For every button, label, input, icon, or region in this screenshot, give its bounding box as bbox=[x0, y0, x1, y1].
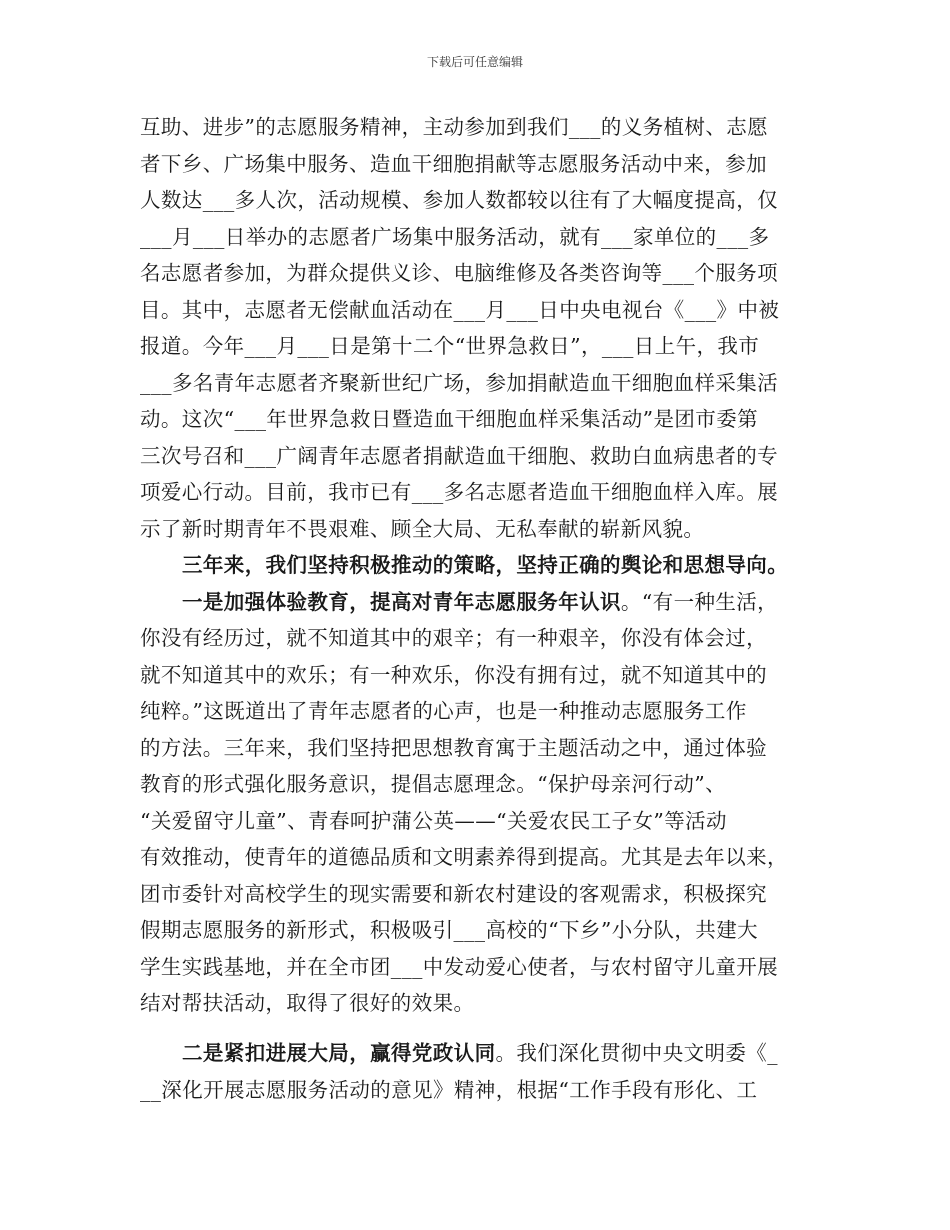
paragraph-line: 名志愿者参加，为群众提供义诊、电脑维修及各类咨询等___个服务项 bbox=[140, 261, 779, 285]
paragraph-line: 目。其中，志愿者无偿献血活动在___月___日中央电视台《___》中被 bbox=[140, 297, 780, 322]
page-header-caption: 下载后可任意编辑 bbox=[426, 55, 523, 69]
paragraph-line: 教育的形式强化服务意识，提倡志愿理念。“保护母亲河行动”、 bbox=[140, 772, 727, 796]
section-heading: 三年来，我们坚持积极推动的策略，坚持正确的舆论和思想导向。 bbox=[182, 553, 789, 577]
paragraph-line: 结对帮扶活动，取得了很好的效果。 bbox=[140, 991, 475, 1015]
bold-lead-in: 二是紧扣进展大局，赢得党政认同 bbox=[182, 1041, 496, 1065]
paragraph-line: 互助、进步”的志愿服务精神，主动参加到我们___的义务植树、志愿 bbox=[140, 115, 769, 139]
paragraph-line: 学生实践基地，并在全市团___中发动爱心使者，与农村留守儿童开展 bbox=[140, 954, 779, 979]
paragraph-line bbox=[182, 584, 778, 620]
paragraph-line: 的方法。三年来，我们坚持把思想教育寓于主题活动之中，通过体验 bbox=[140, 735, 767, 760]
paragraph-line: 示了新时期青年不畏艰难、顾全大局、无私奉献的崭新风貌。 bbox=[140, 516, 705, 541]
line-text: 。我们深化贯彻中央文明委《_ bbox=[495, 1041, 778, 1065]
paragraph-line: 团市委针对高校学生的现实需要和新农村建设的客观需求，积极探究 bbox=[140, 881, 767, 906]
paragraph-line: ___多名青年志愿者齐聚新世纪广场，参加捐献造血干细胞血样采集活 bbox=[140, 370, 779, 395]
paragraph-line: ___月___日举办的志愿者广场集中服务活动，就有___家单位的___多 bbox=[140, 224, 770, 249]
bold-lead-in: 一是加强体验教育，提高对青年志愿服务年认识 bbox=[182, 589, 621, 614]
paragraph-line: 你没有经历过，就不知道其中的艰辛；有一种艰辛，你没有体会过， bbox=[140, 626, 767, 650]
paragraph-line: 人数达___多人次，活动规模、参加人数都较以往有了大幅度提高，仅 bbox=[140, 188, 779, 212]
line-text: 。“有一种生活， bbox=[620, 589, 779, 614]
paragraph-line: 有效推动，使青年的道德品质和文明素养得到提高。尤其是去年以来， bbox=[140, 845, 788, 869]
paragraph-line: 者下乡、广场集中服务、造血干细胞捐献等志愿服务活动中来，参加 bbox=[140, 151, 767, 176]
paragraph-line: 动。这次“___年世界急救日暨造血干细胞血样采集活动”是团市委第 bbox=[140, 407, 759, 431]
paragraph-line bbox=[182, 1035, 778, 1071]
paragraph-line: 就不知道其中的欢乐；有一种欢乐，你没有拥有过，就不知道其中的 bbox=[140, 662, 767, 687]
paragraph-line: 三次号召和___广阔青年志愿者捐献造血干细胞、救助白血病患者的专 bbox=[140, 443, 779, 468]
paragraph-line: 项爱心行动。目前，我市已有___多名志愿者造血干细胞血样入库。展 bbox=[140, 480, 779, 504]
paragraph-line: __深化开展志愿服务活动的意见》精神，根据“工作手段有形化、工 bbox=[140, 1077, 758, 1102]
paragraph-line: “关爱留守儿童”、青春呵护蒲公英——“关爱农民工子女”等活动 bbox=[140, 808, 727, 833]
paragraph-line: 纯粹。”这既道出了青年志愿者的心声，也是一种推动志愿服务工作 bbox=[140, 699, 747, 723]
paragraph-line: 假期志愿服务的新形式，积极吸引___高校的“下乡”小分队，共建大 bbox=[140, 918, 759, 942]
paragraph-line: 报道。今年___月___日是第十二个“世界急救日”，___日上午，我市 bbox=[140, 334, 760, 358]
